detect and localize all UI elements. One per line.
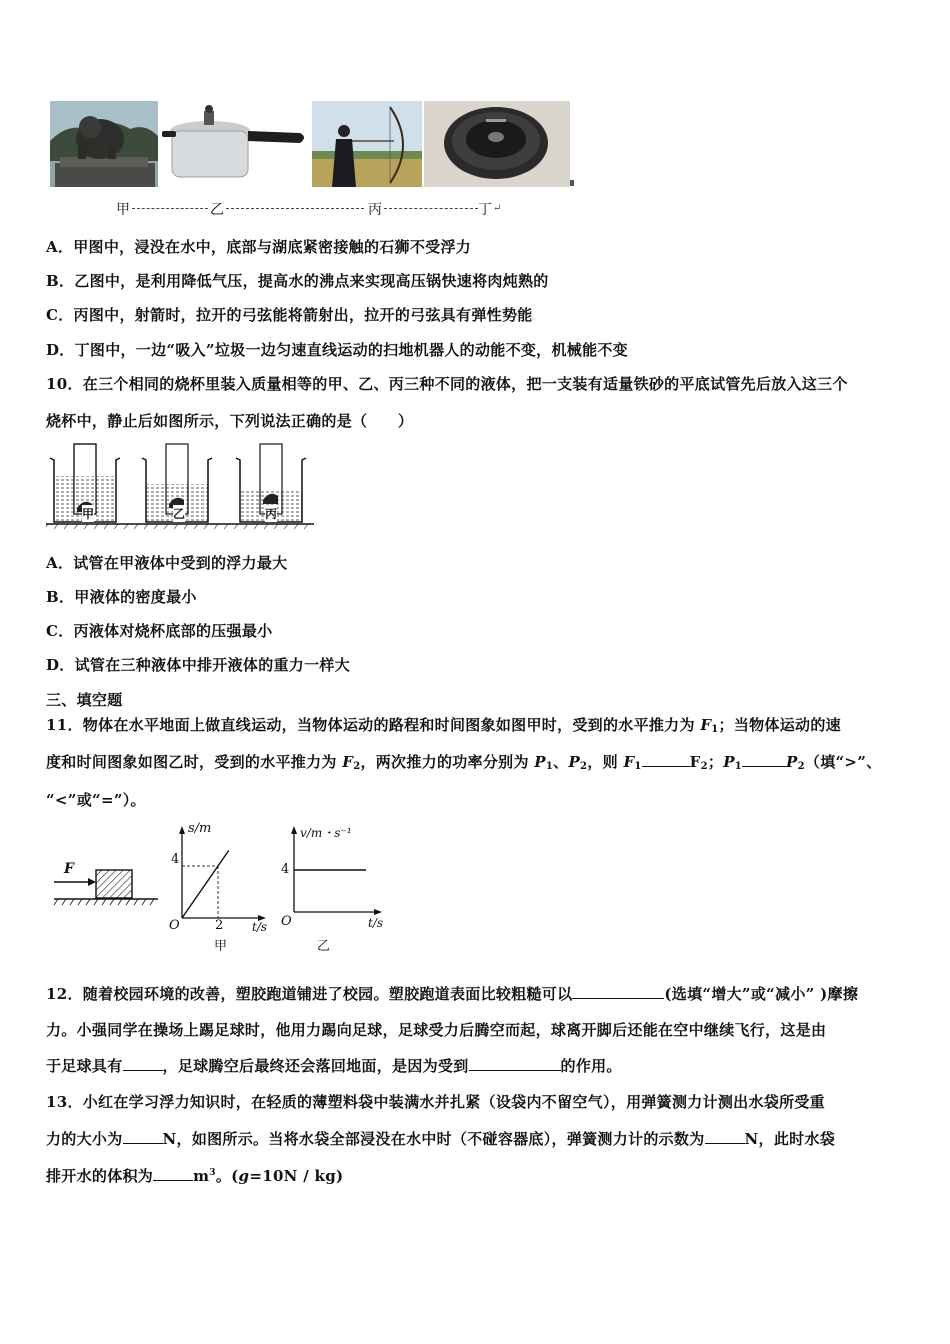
q9-option-d: D．丁图中，一边“吸入”垃圾一边匀速直线运动的扫地机器人的动能不变，机械能不变 <box>46 341 628 359</box>
graph-yi-xlabel: t/s <box>368 916 384 930</box>
graph-jia-xlabel: t/s <box>252 920 268 934</box>
graph-jia-ytick: 4 <box>171 852 180 867</box>
q11-line1: 11．物体在水平地面上做直线运动，当物体运动的路程和时间图象如图甲时，受到的水平推力为 $F_1$；当物体运动的速 <box>46 716 841 735</box>
q11-blank-1[interactable] <box>642 752 690 767</box>
y-axis-arrow <box>179 826 185 834</box>
q10-stem-line1: 10．在三个相同的烧杯里装入质量相等的甲、乙、丙三种不同的液体，把一支装有适量铁砂的平底试管先后放入这三个 <box>46 375 848 393</box>
stone-lion-image <box>50 101 158 187</box>
graph-yi-ytick: 4 <box>281 862 290 877</box>
q9-option-b: B．乙图中，是利用降低气压，提高水的沸点来实现高压锅快速将肉炖熟的 <box>46 272 549 290</box>
caption-jia: 甲 <box>116 202 130 218</box>
q10-stem-line2: 烧杯中，静止后如图所示，下列说法正确的是（ ） <box>46 412 414 430</box>
robot-vacuum-image <box>424 101 570 187</box>
graph-yi-ylabel: v/m・s⁻¹ <box>300 826 352 840</box>
graph-jia-caption: 甲 <box>214 939 228 954</box>
q11-blank-2[interactable] <box>742 752 786 767</box>
graph-jia-origin: O <box>169 918 180 933</box>
q13-blank-1[interactable] <box>123 1129 163 1144</box>
graph-yi-origin: O <box>281 914 292 929</box>
q13-blank-3[interactable] <box>153 1166 193 1181</box>
q12-line3: 于足球具有 ，足球腾空后最终还会落回地面，是因为受到 的作用。 <box>46 1057 622 1075</box>
q9-option-c: C．丙图中，射箭时，拉开的弓弦能将箭射出，拉开的弓弦具有弹性势能 <box>46 306 533 324</box>
pressure-cooker-image <box>160 101 308 187</box>
q12-blank-1[interactable] <box>572 984 664 999</box>
caption-yi: 乙 <box>210 202 224 218</box>
force-label: F <box>64 861 74 877</box>
q12-line1: 12．随着校园环境的改善，塑胶跑道铺进了校园。塑胶跑道表面比较粗糙可以 (选填“增大”或“减小” )摩擦 <box>46 985 859 1003</box>
q13-blank-2[interactable] <box>705 1129 745 1144</box>
caption-bing: 丙 <box>368 202 382 218</box>
return-mark-icon: ↵ <box>493 203 502 214</box>
q9-option-a: A．甲图中，浸没在水中，底部与湖底紧密接触的石狮不受浮力 <box>46 238 472 256</box>
q13-line3: 排开水的体积为 $m^3$。(g=10N / kg) <box>46 1167 344 1185</box>
q12-line2: 力。小强同学在操场上踢足球时，他用力踢向足球，足球受力后腾空而起，球离开脚后还能在空中继续飞行，这是由 <box>46 1021 827 1039</box>
q10-option-d: D．试管在三种液体中排开液体的重力一样大 <box>46 656 351 674</box>
block-force-figure <box>50 858 162 914</box>
series-line-s-t <box>182 850 229 918</box>
q10-option-b: B．甲液体的密度最小 <box>46 588 197 606</box>
x-axis-arrow <box>374 909 382 915</box>
q13-line2: 力的大小为 N，如图所示。当将水袋全部浸没在水中时（不碰容器底），弹簧测力计的示数为 N，此时水袋 <box>46 1130 836 1148</box>
archer-image <box>312 101 422 187</box>
graph-jia-xtick: 2 <box>215 918 224 933</box>
q11-line2: 度和时间图象如图乙时，受到的水平推力为 $F_2$，两次推力的功率分别为 $P_1$、$P_2$，则 $F_1$ $F_2$；$P_1$ $P_2$（填“>”、 <box>46 753 882 772</box>
q12-blank-3[interactable] <box>469 1056 561 1071</box>
q10-option-c: C．丙液体对烧杯底部的压强最小 <box>46 622 273 640</box>
graph-yi <box>280 820 392 954</box>
graph-jia-ylabel: s/m <box>188 821 212 836</box>
q10-option-a: A．试管在甲液体中受到的浮力最大 <box>46 554 288 572</box>
y-axis-arrow <box>291 826 297 834</box>
q13-line1: 13．小红在学习浮力知识时，在轻质的薄塑料袋中装满水并扎紧（设袋内不留空气），用弹簧测力计测出水袋所受重 <box>46 1093 825 1111</box>
beaker-label-bing: 丙 <box>265 507 278 521</box>
beaker-label-yi: 乙 <box>173 507 186 521</box>
q11-line3: “<”或“=”）。 <box>46 791 146 809</box>
graph-yi-caption: 乙 <box>317 939 331 954</box>
caption-ding: 丁 <box>478 202 492 218</box>
beaker-label-jia: 甲 <box>82 507 95 521</box>
beakers-figure <box>46 442 316 530</box>
q12-blank-2[interactable] <box>123 1056 163 1071</box>
graph-jia <box>164 820 274 954</box>
section-title: 三、填空题 <box>46 691 123 709</box>
